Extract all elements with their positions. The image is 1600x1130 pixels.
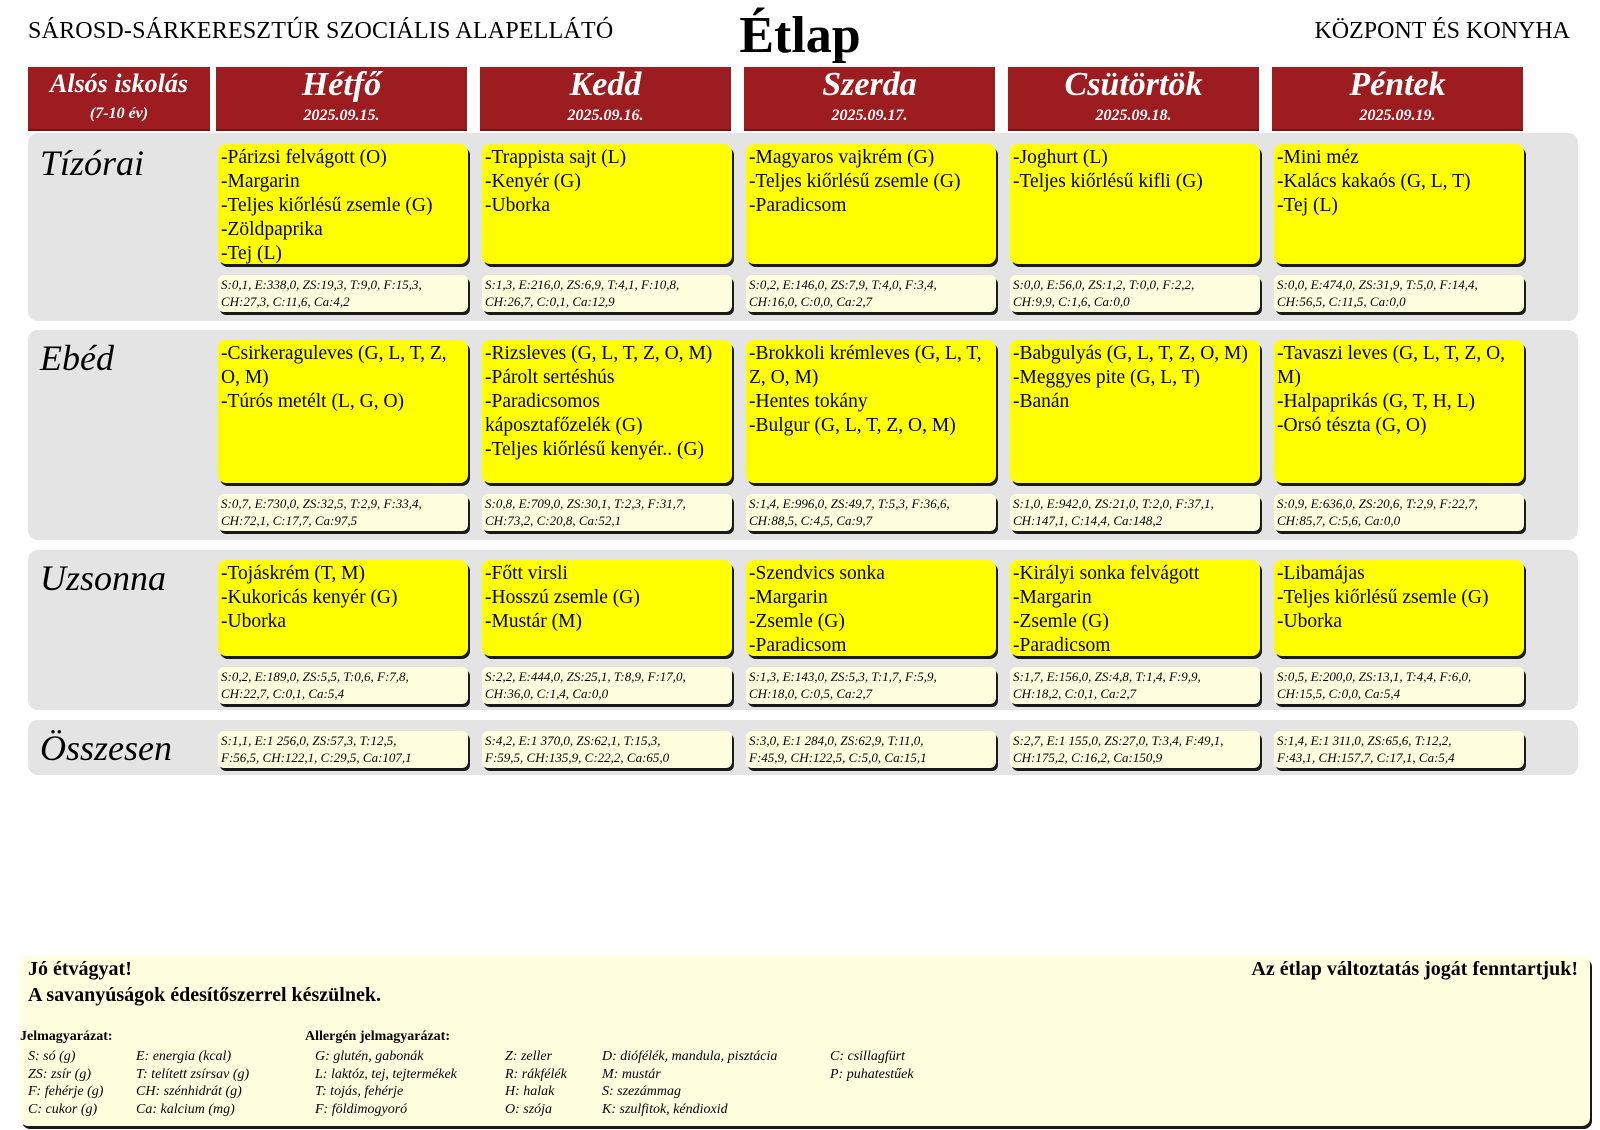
allergen-item: O: szója xyxy=(505,1101,553,1117)
menu-cell xyxy=(1274,560,1524,656)
day-header-4 xyxy=(1008,67,1259,129)
text-line: -Zsemle (G) xyxy=(749,611,845,632)
day-name: Hétfő xyxy=(301,66,382,103)
text-line: -Kalács kakaós (G, L, T) xyxy=(1277,171,1471,192)
footer-panel xyxy=(20,956,1590,1126)
footer-disclaimer: Az étlap változtatás jogát fenntartjuk! xyxy=(1251,958,1578,980)
text-line: S:0,1, E:338,0, ZS:19,3, T:9,0, F:15,3, xyxy=(221,277,422,292)
text-line: CH:175,2, C:16,2, Ca:150,9 xyxy=(1013,750,1163,765)
text-line: CH:36,0, C:1,4, Ca:0,0 xyxy=(485,686,609,701)
text-line: S:1,4, E:996,0, ZS:49,7, T:5,3, F:36,6, xyxy=(749,496,950,511)
day-date: 2025.09.17. xyxy=(831,107,908,124)
menu-cell xyxy=(218,560,468,656)
text-line: CH:26,7, C:0,1, Ca:12,9 xyxy=(485,294,615,309)
menu-cell xyxy=(746,560,996,656)
age-group-range: (7-10 év) xyxy=(89,105,149,122)
allergen-item: H: halak xyxy=(505,1084,555,1099)
text-line: CH:15,5, C:0,0, Ca:5,4 xyxy=(1277,686,1401,701)
text-line: -Joghurt (L) xyxy=(1013,147,1108,168)
text-line: -Párolt sertéshús xyxy=(485,367,615,388)
legend-item: Ca: kalcium (mg) xyxy=(136,1101,235,1117)
text-line: -Tavaszi leves (G, L, T, Z, O, M) xyxy=(1277,343,1506,388)
menu-cell xyxy=(1274,144,1524,264)
nutrition-cell xyxy=(1010,494,1260,531)
allergen-column-4 xyxy=(830,1048,914,1083)
text-line: -Paradicsomos káposztafőzelék (G) xyxy=(485,391,643,436)
totals-cell xyxy=(1010,731,1260,768)
day-date: 2025.09.18. xyxy=(1095,107,1172,124)
text-line: -Uborka xyxy=(1277,611,1342,632)
day-date: 2025.09.19. xyxy=(1359,107,1436,124)
text-line: CH:18,2, C:0,1, Ca:2,7 xyxy=(1013,686,1137,701)
text-line: -Kukoricás kenyér (G) xyxy=(221,587,398,608)
organization-name: SÁROSD-SÁRKERESZTÚR SZOCIÁLIS ALAPELLÁTÓ xyxy=(28,18,614,44)
text-line: F:45,9, CH:122,5, C:5,0, Ca:15,1 xyxy=(749,750,927,765)
text-line: S:4,2, E:1 370,0, ZS:62,1, T:15,3, xyxy=(485,733,661,748)
allergen-item: Z: zeller xyxy=(505,1049,553,1064)
menu-cell xyxy=(1010,144,1260,264)
legend-column-2 xyxy=(136,1048,249,1118)
text-line: -Szendvics sonka xyxy=(749,563,885,584)
age-group-header xyxy=(28,67,210,129)
totals-cell xyxy=(482,731,732,768)
text-line: -Uborka xyxy=(485,195,550,216)
text-line: S:1,1, E:1 256,0, ZS:57,3, T:12,5, xyxy=(221,733,397,748)
text-line: S:0,5, E:200,0, ZS:13,1, T:4,4, F:6,0, xyxy=(1277,669,1472,684)
nutrition-cell xyxy=(1010,667,1260,704)
day-header-2 xyxy=(480,67,731,129)
day-name: Csütörtök xyxy=(1064,66,1203,103)
nutrition-cell xyxy=(746,275,996,312)
text-line: CH:22,7, C:0,1, Ca:5,4 xyxy=(221,686,345,701)
allergen-legend-title: Allergén jelmagyarázat: xyxy=(305,1029,450,1044)
nutrition-cell xyxy=(482,494,732,531)
menu-cell xyxy=(482,560,732,656)
text-line: CH:27,3, C:11,6, Ca:4,2 xyxy=(221,294,350,309)
text-line: CH:73,2, C:20,8, Ca:52,1 xyxy=(485,513,622,528)
text-line: S:1,3, E:216,0, ZS:6,9, T:4,1, F:10,8, xyxy=(485,277,680,292)
text-line: -Tej (L) xyxy=(221,243,282,264)
nutrition-cell xyxy=(218,667,468,704)
text-line: -Teljes kiőrlésű zsemle (G) xyxy=(1277,587,1489,608)
text-line: -Tej (L) xyxy=(1277,195,1338,216)
allergen-item: D: diófélék, mandula, pisztácia xyxy=(602,1049,778,1064)
menu-cell xyxy=(218,144,468,264)
text-line: S:0,7, E:730,0, ZS:32,5, T:2,9, F:33,4, xyxy=(221,496,422,511)
nutrition-cell xyxy=(482,275,732,312)
text-line: -Teljes kiőrlésű kifli (G) xyxy=(1013,171,1203,192)
meal-label: Tízórai xyxy=(40,143,145,183)
allergen-item: F: földimogyoró xyxy=(315,1101,408,1117)
text-line: -Paradicsom xyxy=(749,635,847,656)
text-line: -Tojáskrém (T, M) xyxy=(221,563,365,584)
text-line: -Libamájas xyxy=(1277,563,1365,584)
allergen-item: P: puhatestűek xyxy=(830,1066,914,1082)
text-line: CH:85,7, C:5,6, Ca:0,0 xyxy=(1277,513,1401,528)
text-line: CH:56,5, C:11,5, Ca:0,0 xyxy=(1277,294,1406,309)
nutrition-cell xyxy=(1274,667,1524,704)
text-line: -Párizsi felvágott (O) xyxy=(221,147,387,168)
text-line: -Túrós metélt (L, G, O) xyxy=(221,391,405,412)
text-line: S:0,2, E:189,0, ZS:5,5, T:0,6, F:7,8, xyxy=(221,669,409,684)
text-line: F:56,5, CH:122,1, C:29,5, Ca:107,1 xyxy=(221,750,412,765)
menu-cell xyxy=(1010,560,1260,656)
text-line: -Teljes kiőrlésű zsemle (G) xyxy=(749,171,961,192)
text-line: -Rizsleves (G, L, T, Z, O, M) xyxy=(485,343,713,364)
text-line: -Banán xyxy=(1013,391,1070,412)
text-line: -Trappista sajt (L) xyxy=(485,147,627,168)
text-line: -Orsó tészta (G, O) xyxy=(1277,415,1427,436)
meal-label: Uzsonna xyxy=(40,558,167,598)
text-line: S:0,0, E:474,0, ZS:31,9, T:5,0, F:14,4, xyxy=(1277,277,1478,292)
text-line: S:1,0, E:942,0, ZS:21,0, T:2,0, F:37,1, xyxy=(1013,496,1214,511)
allergen-column-2 xyxy=(505,1048,567,1118)
day-header-5 xyxy=(1272,67,1523,129)
allergen-item: G: glutén, gabonák xyxy=(315,1049,424,1064)
text-line: CH:88,5, C:4,5, Ca:9,7 xyxy=(749,513,873,528)
totals-cell xyxy=(746,731,996,768)
text-line: S:0,9, E:636,0, ZS:20,6, T:2,9, F:22,7, xyxy=(1277,496,1478,511)
legend-item: F: fehérje (g) xyxy=(28,1084,104,1099)
allergen-item: S: szezámmag xyxy=(602,1084,681,1099)
text-line: -Teljes kiőrlésű zsemle (G) xyxy=(221,195,433,216)
day-date: 2025.09.15. xyxy=(303,107,380,124)
menu-cell xyxy=(1010,340,1260,483)
menu-cell xyxy=(482,144,732,264)
footer-greeting: Jó étvágyat! xyxy=(28,958,132,980)
nutrition-cell xyxy=(746,494,996,531)
text-line: -Bulgur (G, L, T, Z, O, M) xyxy=(749,415,956,436)
text-line: F:59,5, CH:135,9, C:22,2, Ca:65,0 xyxy=(485,750,670,765)
text-line: S:2,2, E:444,0, ZS:25,1, T:8,9, F:17,0, xyxy=(485,669,686,684)
text-line: -Margarin xyxy=(1013,587,1092,608)
text-line: F:43,1, CH:157,7, C:17,1, Ca:5,4 xyxy=(1277,750,1455,765)
legend-item: T: telített zsírsav (g) xyxy=(136,1066,250,1082)
meal-label: Ebéd xyxy=(40,338,114,378)
legend-title: Jelmagyarázat: xyxy=(20,1029,113,1044)
text-line: -Zsemle (G) xyxy=(1013,611,1109,632)
text-line: S:0,2, E:146,0, ZS:7,9, T:4,0, F:3,4, xyxy=(749,277,937,292)
legend-column-1 xyxy=(28,1048,103,1118)
allergen-item: M: mustár xyxy=(602,1066,661,1082)
nutrition-cell xyxy=(482,667,732,704)
text-line: -Mini méz xyxy=(1277,147,1359,168)
text-line: S:2,7, E:1 155,0, ZS:27,0, T:3,4, F:49,1, xyxy=(1013,733,1224,748)
text-line: S:0,0, E:56,0, ZS:1,2, T:0,0, F:2,2, xyxy=(1013,277,1195,292)
kitchen-label: KÖZPONT ÉS KONYHA xyxy=(1314,18,1570,44)
day-name: Kedd xyxy=(569,66,642,103)
menu-cell xyxy=(746,340,996,483)
allergen-item: K: szulfitok, kéndioxid xyxy=(602,1101,728,1117)
totals-label: Összesen xyxy=(40,728,172,768)
text-line: -Hosszú zsemle (G) xyxy=(485,587,640,608)
day-header-1 xyxy=(216,67,467,129)
menu-cell xyxy=(218,340,468,483)
legend-item: CH: szénhidrát (g) xyxy=(136,1084,242,1099)
text-line: S:1,3, E:143,0, ZS:5,3, T:1,7, F:5,9, xyxy=(749,669,937,684)
text-line: -Teljes kiőrlésű kenyér.. (G) xyxy=(485,439,705,460)
text-line: -Hentes tokány xyxy=(749,391,868,412)
text-line: S:1,7, E:156,0, ZS:4,8, T:1,4, F:9,9, xyxy=(1013,669,1201,684)
text-line: -Halpaprikás (G, T, H, L) xyxy=(1277,391,1476,412)
text-line: -Királyi sonka felvágott xyxy=(1013,563,1200,584)
text-line: -Uborka xyxy=(221,611,286,632)
text-line: S:1,4, E:1 311,0, ZS:65,6, T:12,2, xyxy=(1277,733,1452,748)
text-line: -Brokkoli krémleves (G, L, T, Z, O, M) xyxy=(749,343,982,388)
legend-item: E: energia (kcal) xyxy=(136,1049,232,1064)
legend-item: ZS: zsír (g) xyxy=(28,1066,92,1082)
age-group-name: Alsós iskolás xyxy=(50,69,188,98)
text-line: CH:16,0, C:0,0, Ca:2,7 xyxy=(749,294,873,309)
day-date: 2025.09.16. xyxy=(567,107,644,124)
text-line: -Kenyér (G) xyxy=(485,171,581,192)
text-line: S:0,8, E:709,0, ZS:30,1, T:2,3, F:31,7, xyxy=(485,496,686,511)
text-line: S:3,0, E:1 284,0, ZS:62,9, T:11,0, xyxy=(749,733,924,748)
nutrition-cell xyxy=(218,494,468,531)
totals-cell xyxy=(218,731,468,768)
allergen-column-1 xyxy=(315,1048,457,1118)
nutrition-cell xyxy=(218,275,468,312)
day-header-3 xyxy=(744,67,995,129)
menu-cell xyxy=(482,340,732,483)
menu-cell xyxy=(746,144,996,264)
text-line: -Zöldpaprika xyxy=(221,219,323,240)
text-line: -Margarin xyxy=(749,587,828,608)
menu-cell xyxy=(1274,340,1524,483)
text-line: -Magyaros vajkrém (G) xyxy=(749,147,935,168)
text-line: -Csirkeraguleves (G, L, T, Z, O, M) xyxy=(221,343,447,388)
totals-cell xyxy=(1274,731,1524,768)
text-line: -Paradicsom xyxy=(1013,635,1111,656)
text-line: -Meggyes pite (G, L, T) xyxy=(1013,367,1201,388)
legend-item: C: cukor (g) xyxy=(28,1101,98,1117)
allergen-item: C: csillagfürt xyxy=(830,1049,906,1064)
nutrition-cell xyxy=(1010,275,1260,312)
nutrition-cell xyxy=(1274,494,1524,531)
legend-item: S: só (g) xyxy=(28,1049,76,1064)
text-line: CH:147,1, C:14,4, Ca:148,2 xyxy=(1013,513,1163,528)
day-name: Péntek xyxy=(1349,66,1446,103)
footer-note: A savanyúságok édesítőszerrel készülnek. xyxy=(28,984,381,1006)
page-title: Étlap xyxy=(739,7,861,64)
text-line: -Főtt virsli xyxy=(485,563,568,584)
text-line: CH:18,0, C:0,5, Ca:2,7 xyxy=(749,686,873,701)
text-line: -Mustár (M) xyxy=(485,611,582,632)
nutrition-cell xyxy=(1274,275,1524,312)
text-line: -Babgulyás (G, L, T, Z, O, M) xyxy=(1013,343,1248,364)
allergen-item: R: rákfélék xyxy=(505,1066,567,1082)
nutrition-cell xyxy=(746,667,996,704)
allergen-column-3 xyxy=(602,1048,777,1118)
allergen-item: L: laktóz, tej, tejtermékek xyxy=(315,1066,457,1082)
text-line: CH:9,9, C:1,6, Ca:0,0 xyxy=(1013,294,1130,309)
text-line: -Margarin xyxy=(221,171,300,192)
day-name: Szerda xyxy=(822,66,917,103)
text-line: -Paradicsom xyxy=(749,195,847,216)
allergen-item: T: tojás, fehérje xyxy=(315,1084,404,1099)
text-line: CH:72,1, C:17,7, Ca:97,5 xyxy=(221,513,358,528)
